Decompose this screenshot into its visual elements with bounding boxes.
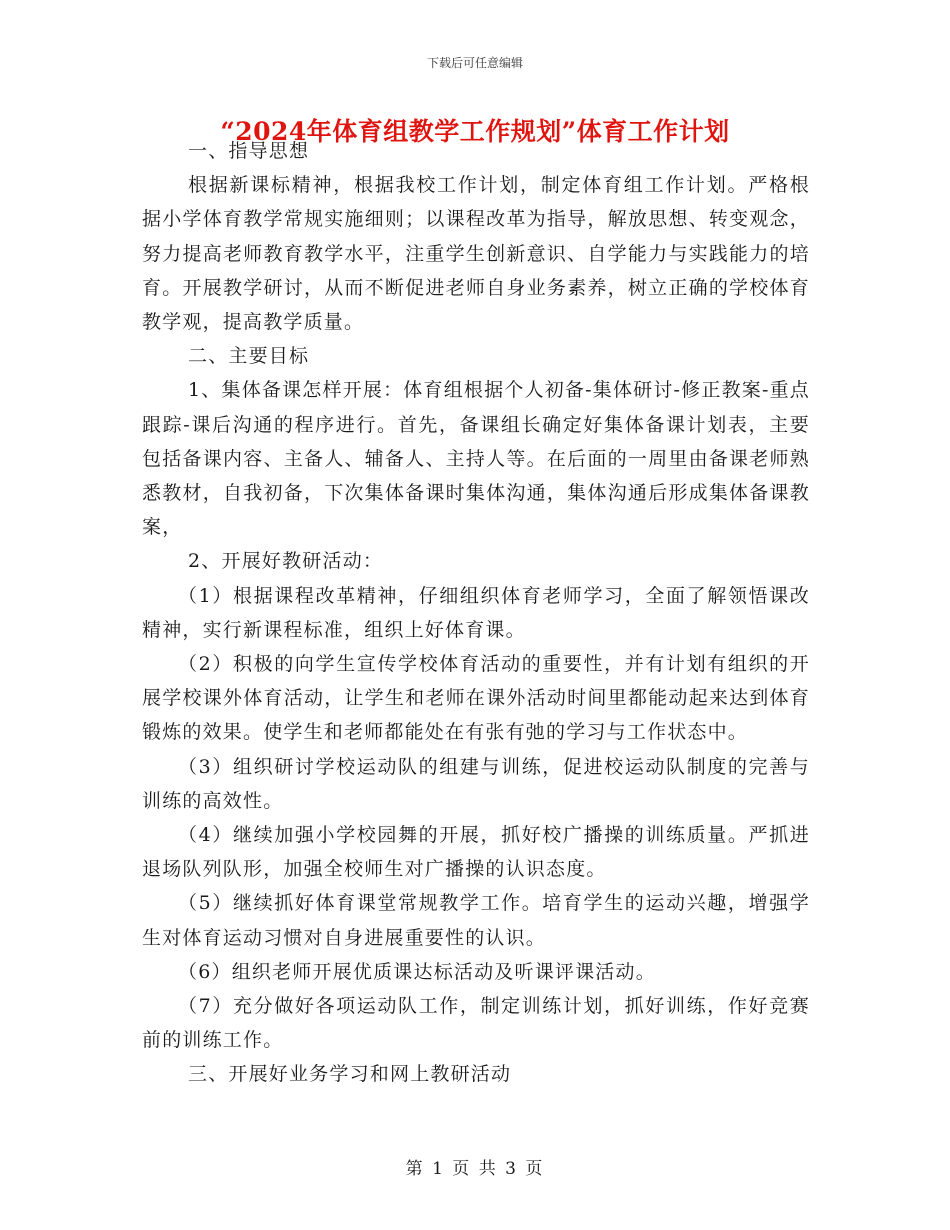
document-body	[142, 134, 810, 1092]
sub-item-2: （2）积极的向学生宣传学校体育活动的重要性，并有计划有组织的开展学校课外体育活动，让学生和老师在课外活动时间里都能动起来达到体育锻炼的效果。使学生和老师都能处在有张有弛的学习与工作状态中。	[142, 653, 810, 744]
section-heading-3: 三、开展好业务学习和网上教研活动	[188, 1063, 512, 1086]
sub-item-5: （5）继续抓好体育课堂常规教学工作。培育学生的运动兴趣，增强学生对体育运动习惯对自身进展重要性的认识。	[142, 892, 810, 949]
document-title: “2024年体育组教学工作规划”体育工作计划	[220, 117, 730, 146]
sub-item-4: （4）继续加强小学校园舞的开展，抓好校广播操的训练质量。严抓进退场队列队形，加强全校师生对广播操的认识态度。	[142, 824, 810, 881]
page-header-note: 下载后可任意编辑	[426, 56, 523, 70]
goal-item-2: 2、开展好教研活动：	[188, 550, 384, 573]
section-heading-1: 一、指导思想	[188, 140, 310, 162]
page-footer: 第 1 页 共 3 页	[405, 1159, 545, 1179]
sub-item-3: （3）组织研讨学校运动队的组建与训练，促进校运动队制度的完善与训练的高效性。	[142, 755, 810, 812]
goal-item-1: 1、集体备课怎样开展：体育组根据个人初备-集体研讨-修正教案-重点跟踪-课后沟通的程序进行。首先，备课组长确定好集体备课计划表，主要包括备课内容、主备人、辅备人、主持人等。在后面的一周里由备课老师熟悉教材，自我初备，下次集体备课时集体沟通，集体沟通后形成集体备课教案，	[142, 379, 810, 539]
sub-item-1: （1）根据课程改革精神，仔细组织体育老师学习，全面了解领悟课改精神，实行新课程标准，组织上好体育课。	[142, 584, 810, 641]
section-1-paragraph: 根据新课标精神，根据我校工作计划，制定体育组工作计划。严格根据小学体育教学常规实施细则；以课程改革为指导，解放思想、转变观念，努力提高老师教育教学水平，注重学生创新意识、自学能力与实践能力的培育。开展教学研讨，从而不断促进老师自身业务素养，树立正确的学校体育教学观，提高教学质量。	[142, 174, 810, 334]
section-heading-2: 二、主要目标	[188, 345, 310, 368]
sub-item-7: （7）充分做好各项运动队工作，制定训练计划，抓好训练，作好竞赛前的训练工作。	[142, 995, 810, 1052]
sub-item-6: （6）组织老师开展优质课达标活动及听课评课活动。	[178, 960, 656, 983]
